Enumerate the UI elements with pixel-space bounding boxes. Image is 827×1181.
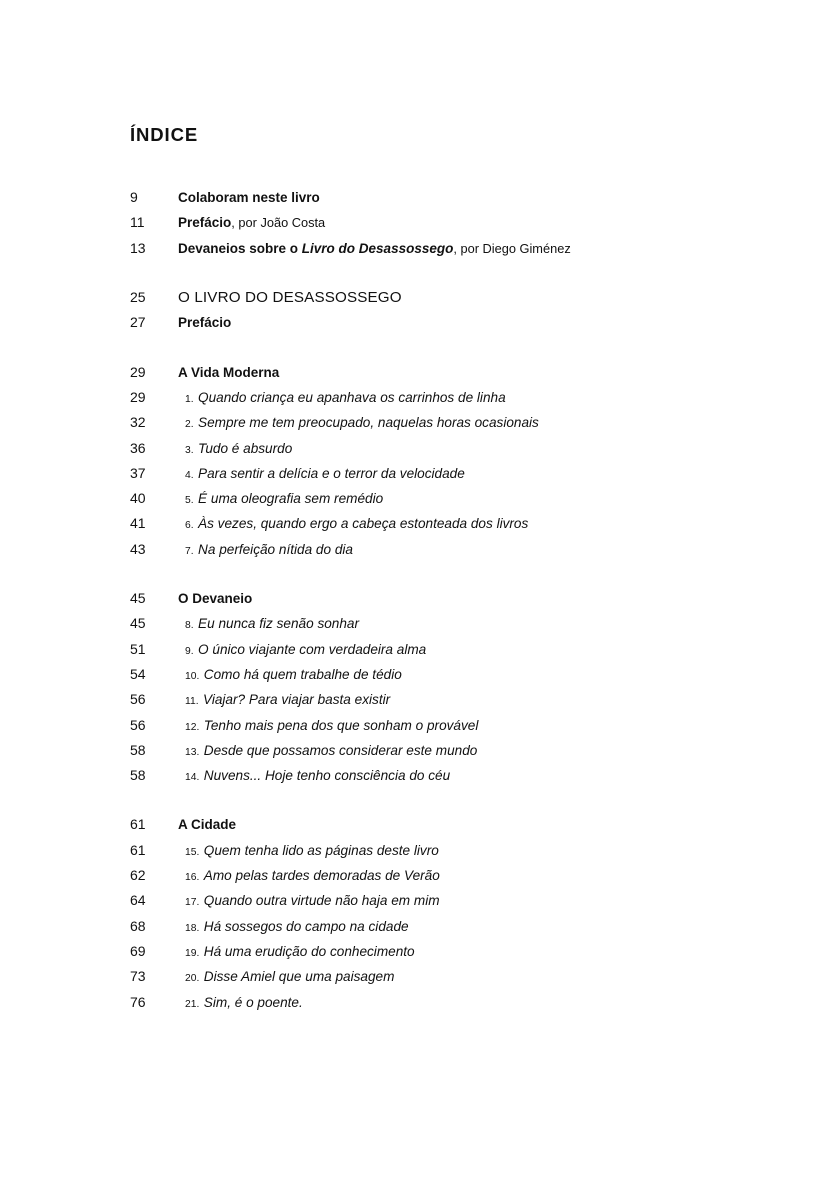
toc-entry[interactable] [130,390,690,415]
toc-entry[interactable] [130,365,690,390]
toc-entry-number: 5. [185,495,194,507]
toc-entry[interactable] [130,667,690,692]
toc-entry-number: 16. [185,872,200,884]
toc-groups [130,190,690,1020]
toc-entry[interactable] [130,415,690,440]
toc-entry-chapter [178,768,690,784]
toc-entry-number: 14. [185,772,200,784]
toc-entry-chapter [178,667,690,683]
toc-entry-number: 6. [185,520,194,532]
toc-entry-chapter-title: Eu nunca fiz senão sonhar [198,616,360,632]
toc-entry-page-number: 61 [130,841,146,858]
toc-entry-front-matter [178,216,690,230]
toc-entry[interactable] [130,868,690,893]
toc-entry-chapter [178,843,690,859]
toc-entry-page-number: 56 [130,691,146,708]
toc-entry[interactable] [130,893,690,918]
toc-entry-chapter-title: Quando criança eu apanhava os carrinhos de linha [198,389,506,405]
toc-entry-chapter [178,995,690,1011]
toc-entry[interactable] [130,215,690,240]
toc-section-o-devaneio [130,591,690,793]
toc-entry-number: 12. [185,721,200,733]
toc-entry[interactable] [130,969,690,994]
toc-entry-page-number: 37 [130,464,146,481]
toc-entry-number: 17. [185,897,200,909]
toc-entry[interactable] [130,466,690,491]
toc-entry-chapter-title: Quando outra virtude não haja em mim [203,893,440,909]
toc-entry-number: 10. [185,670,200,682]
toc-entry[interactable] [130,190,690,215]
toc-part-title: O LIVRO DO DESASSOSSEGO [178,289,402,307]
toc-entry-page-number: 58 [130,767,146,784]
toc-entry[interactable] [130,616,690,641]
toc-entry[interactable] [130,241,690,266]
toc-entry-page-number: 68 [130,917,146,934]
page-title: ÍNDICE [130,124,199,145]
toc-section-a-cidade [130,817,690,1019]
toc-entry-chapter [178,692,690,708]
toc-entry-chapter [178,868,690,884]
toc-entry[interactable] [130,290,690,315]
table-of-contents [130,124,690,1020]
toc-entry-chapter-title: Viajar? Para viajar basta existir [203,692,391,708]
toc-entry-page-number: 11 [130,214,145,231]
toc-entry-chapter [178,642,690,658]
toc-entry-chapter-title: Disse Amiel que uma paisagem [203,969,395,985]
toc-entry-title-emphasis: Livro do Desassossego [301,240,454,256]
toc-entry-chapter [178,718,690,734]
toc-entry-front-matter [178,242,690,256]
toc-entry-page-number: 58 [130,741,146,758]
toc-entry[interactable] [130,315,690,340]
toc-entry-page-number: 43 [130,540,146,557]
toc-entry[interactable] [130,944,690,969]
toc-entry-chapter [178,893,690,909]
toc-entry-chapter-title: Tenho mais pena dos que sonham o provável [203,717,479,733]
toc-entry[interactable] [130,542,690,567]
toc-entry-chapter [178,944,690,960]
toc-entry-chapter-title: Tudo é absurdo [198,440,293,456]
toc-entry-number: 11. [185,696,199,708]
toc-entry-number: 13. [185,746,200,758]
toc-section-heading: A Vida Moderna [178,364,280,380]
toc-entry-chapter-title: Às vezes, quando ergo a cabeça estonteada dos livros [198,516,529,532]
toc-entry-page-number: 73 [130,968,146,985]
toc-entry[interactable] [130,768,690,793]
toc-entry-number: 3. [185,444,194,456]
toc-entry-page-number: 62 [130,867,146,884]
toc-entry-byline: , por João Costa [231,215,326,231]
toc-entry[interactable] [130,919,690,944]
toc-entry-number: 9. [185,645,194,657]
toc-entry-number: 21. [185,998,200,1010]
toc-entry[interactable] [130,591,690,616]
toc-entry-page-number: 13 [130,239,146,256]
toc-entry[interactable] [130,995,690,1020]
toc-entry-page-number: 9 [130,189,138,206]
toc-entry-page-number: 61 [130,816,146,833]
toc-entry-title: Devaneios sobre o [178,240,302,256]
toc-entry-page-number: 45 [130,615,146,632]
toc-entry-front-matter [178,191,690,205]
toc-entry-page-number: 69 [130,942,146,959]
toc-section-front-matter [130,190,690,266]
toc-entry-number: 18. [185,922,200,934]
toc-entry-chapter [178,743,690,759]
toc-entry-chapter-title: O único viajante com verdadeira alma [198,641,427,657]
toc-entry-page-number: 25 [130,289,146,306]
toc-entry-chapter-title: Para sentir a delícia e o terror da velocidade [198,465,465,481]
toc-entry-chapter-title: Quem tenha lido as páginas deste livro [203,842,439,858]
toc-entry-chapter [178,969,690,985]
toc-entry-page-number: 76 [130,993,146,1010]
toc-entry[interactable] [130,817,690,842]
toc-entry-chapter-title: Desde que possamos considerar este mundo [203,742,478,758]
toc-entry-chapter [178,616,690,632]
toc-entry[interactable] [130,516,690,541]
toc-entry-page-number: 36 [130,439,146,456]
toc-entry-number: 7. [185,545,194,557]
toc-entry-title: Prefácio [178,215,232,231]
toc-entry-chapter-title: Há uma erudição do conhecimento [203,943,415,959]
toc-section-heading: A Cidade [178,817,237,833]
toc-entry-number: 4. [185,469,194,481]
toc-entry-page-number: 29 [130,363,146,380]
toc-entry[interactable] [130,491,690,516]
toc-entry-chapter-title: Como há quem trabalhe de tédio [203,666,402,682]
toc-entry-page-number: 45 [130,590,146,607]
toc-entry-page-number: 41 [130,515,146,532]
toc-entry-number: 19. [185,947,200,959]
toc-entry-page-number: 40 [130,490,146,507]
toc-section-heading: Prefácio [178,315,232,331]
toc-entry-number: 1. [185,393,194,405]
toc-entry-page-number: 32 [130,414,146,431]
toc-entry-chapter [178,919,690,935]
toc-entry-chapter-title: Sempre me tem preocupado, naquelas horas ocasionais [198,415,539,431]
toc-entry[interactable] [130,441,690,466]
toc-entry-chapter [178,491,690,507]
toc-entry-chapter-title: Amo pelas tardes demoradas de Verão [203,868,440,884]
toc-entry-title: Colaboram neste livro [178,190,320,206]
toc-entry-chapter [178,542,690,558]
toc-entry-page-number: 64 [130,892,146,909]
toc-entry-chapter-title: Há sossegos do campo na cidade [203,918,409,934]
toc-entry-number: 8. [185,620,194,632]
toc-entry-page-number: 27 [130,314,146,331]
toc-entry-chapter [178,415,690,431]
toc-entry[interactable] [130,743,690,768]
toc-entry-page-number: 54 [130,665,146,682]
toc-entry-chapter-title: Sim, é o poente. [203,994,303,1010]
toc-entry-chapter-title: Na perfeição nítida do dia [198,541,353,557]
toc-entry-chapter [178,441,690,457]
toc-entry-chapter [178,516,690,532]
toc-section-part-opening [130,290,690,341]
toc-entry-page-number: 29 [130,388,146,405]
toc-entry-page-number: 56 [130,716,146,733]
toc-entry[interactable] [130,642,690,667]
toc-entry-chapter-title: É uma oleografia sem remédio [198,491,384,507]
toc-entry-page-number: 51 [130,640,146,657]
toc-entry-chapter [178,466,690,482]
toc-entry-byline: , por Diego Giménez [453,240,571,256]
toc-entry-chapter-title: Nuvens... Hoje tenho consciência do céu [203,768,451,784]
toc-entry-number: 2. [185,419,194,431]
toc-section-heading: O Devaneio [178,591,253,607]
toc-entry[interactable] [130,843,690,868]
toc-entry-number: 15. [185,846,200,858]
toc-entry[interactable] [130,718,690,743]
toc-section-a-vida-moderna [130,365,690,567]
toc-entry-chapter [178,390,690,406]
toc-entry[interactable] [130,692,690,717]
toc-entry-number: 20. [185,973,200,985]
